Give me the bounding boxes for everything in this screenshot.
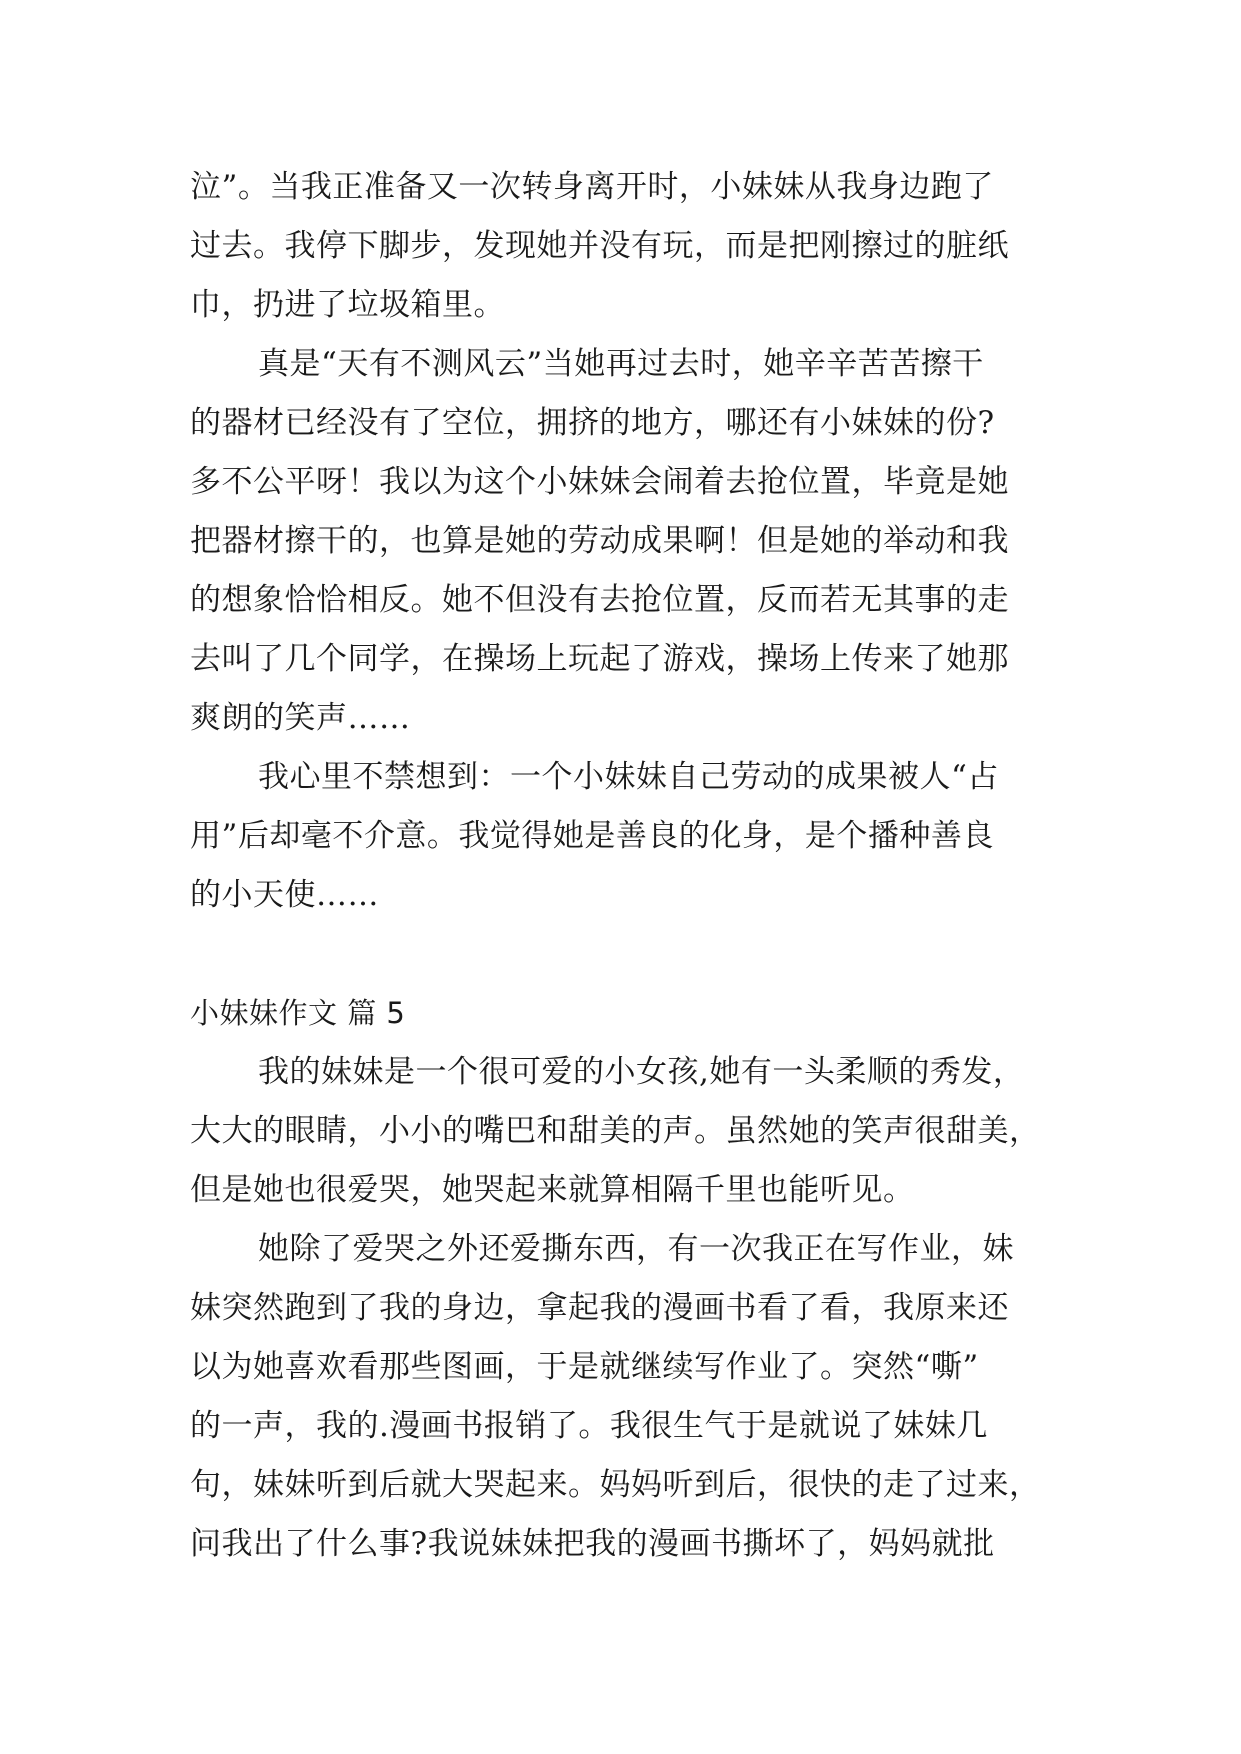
text-line: 巾，扔进了垃圾箱里。	[190, 287, 505, 323]
paragraph	[190, 1043, 1050, 1220]
section-gap	[190, 925, 1050, 984]
paragraph	[190, 335, 1050, 748]
text-line: 去叫了几个同学，在操场上玩起了游戏，操场上传来了她那	[190, 641, 1009, 677]
text-line: 多不公平呀！我以为这个小妹妹会闹着去抢位置，毕竟是她	[190, 464, 1009, 500]
text-line: 的想象恰恰相反。她不但没有去抢位置，反而若无其事的走	[190, 582, 1009, 618]
text-line: 但是她也很爱哭，她哭起来就算相隔千里也能听见。	[190, 1172, 915, 1208]
text-line: 的器材已经没有了空位，拥挤的地方，哪还有小妹妹的份?	[190, 405, 995, 441]
text-line: 的小天使……	[190, 877, 379, 913]
paragraph	[190, 158, 1050, 335]
text-line: 泣”。当我正准备又一次转身离开时，小妹妹从我身边跑了	[190, 169, 994, 205]
text-line: 我的妹妹是一个很可爱的小女孩,她有一头柔顺的秀发，	[258, 1054, 1025, 1090]
text-line: 句，妹妹听到后就大哭起来。妈妈听到后，很快的走了过来，	[190, 1467, 1041, 1503]
section-title: 小妹妹作文 篇 5	[190, 996, 406, 1030]
text-line: 过去。我停下脚步，发现她并没有玩，而是把刚擦过的脏纸	[190, 228, 1009, 264]
paragraph	[190, 748, 1050, 925]
text-line: 爽朗的笑声……	[190, 700, 411, 736]
text-line: 问我出了什么事?我说妹妹把我的漫画书撕坏了，妈妈就批	[190, 1526, 995, 1562]
text-line: 用”后却毫不介意。我觉得她是善良的化身，是个播种善良	[190, 818, 994, 854]
text-line: 她除了爱哭之外还爱撕东西，有一次我正在写作业，妹	[258, 1231, 1014, 1267]
text-line: 以为她喜欢看那些图画，于是就继续写作业了。突然“嘶”	[190, 1349, 979, 1385]
text-line: 把器材擦干的，也算是她的劳动成果啊！但是她的举动和我	[190, 523, 1009, 559]
text-line: 我心里不禁想到：一个小妹妹自己劳动的成果被人“占	[258, 759, 999, 795]
text-line: 妹突然跑到了我的身边，拿起我的漫画书看了看，我原来还	[190, 1290, 1009, 1326]
text-line: 真是“天有不测风云”当她再过去时，她辛辛苦苦擦干	[258, 346, 984, 382]
text-line: 的一声，我的.漫画书报销了。我很生气于是就说了妹妹几	[190, 1408, 988, 1444]
text-line: 大大的眼睛，小小的嘴巴和甜美的声。虽然她的笑声很甜美，	[190, 1113, 1041, 1149]
essay-body	[190, 158, 1050, 1574]
paragraph	[190, 1220, 1050, 1574]
